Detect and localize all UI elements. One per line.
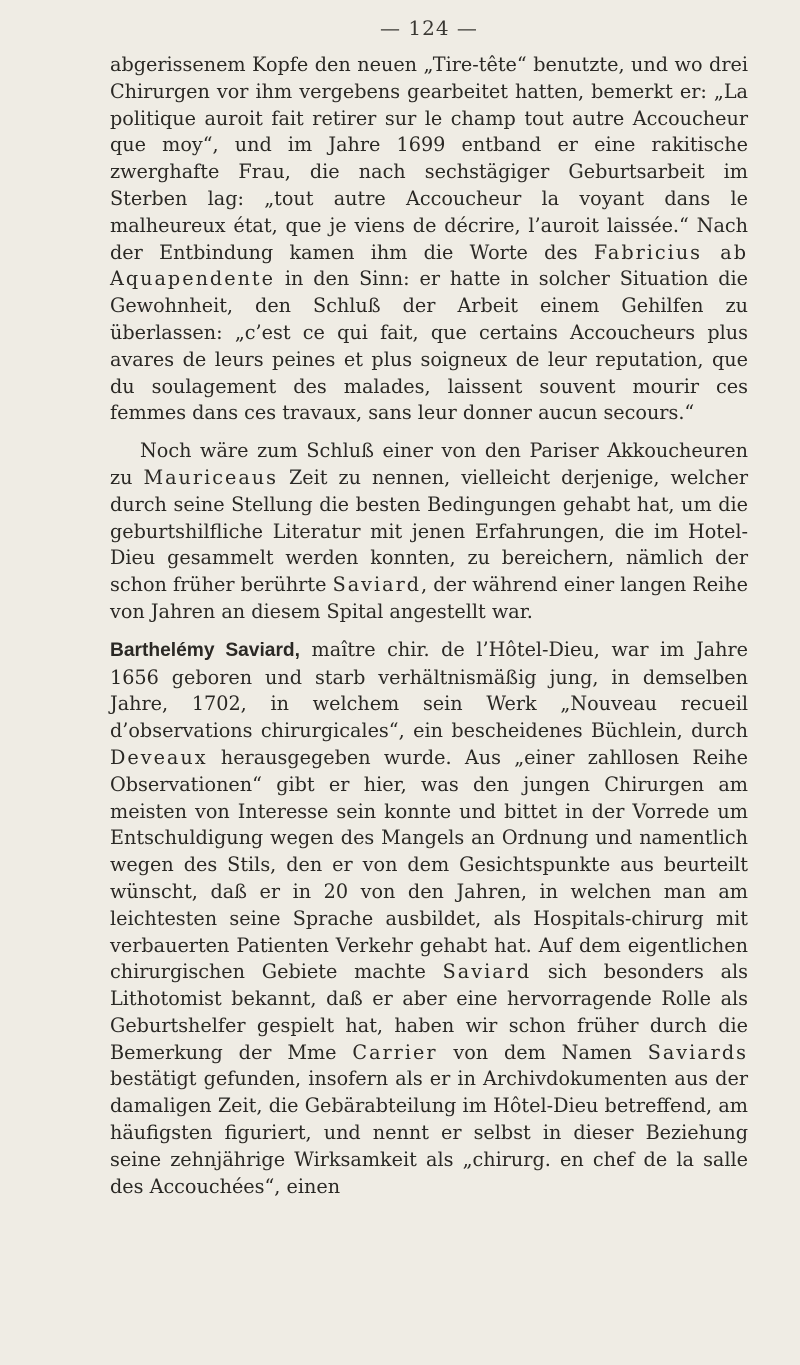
bold-heading-name: Barthelémy Saviard,: [110, 639, 300, 661]
text-span: Zeit zu nennen, vielleicht derjenige, welcher durch seine Stellung die besten Bedingungen gehabt hat, um die geburtshilfliche Literatur mit jenen Erfahrungen, die im Hotel-Dieu gesammelt werden konnten, zu bereichern, nämlich der schon früher berührte: [110, 465, 748, 597]
author-name-spaced: Saviards: [647, 1040, 748, 1064]
author-name-spaced: Mauriceaus: [143, 465, 278, 489]
author-name-spaced: Saviard: [332, 573, 422, 597]
text-span: Noch wäre zum Schluß einer von den Pariser Akkoucheuren zu: [110, 439, 748, 489]
paragraph-3: [110, 637, 748, 1201]
text-span: bestätigt gefunden, insofern als er in Archivdokumenten aus der damaligen Zeit, die Gebärabteilung im Hôtel-Dieu betreffend, am häufigsten figuriert, und nennt er selbst in dieser Beziehung seine zehnjährige Wirksamkeit als „chirurg. en chef de la salle des Accouchées“, einen: [110, 1067, 748, 1198]
text-span: herausgegeben wurde. Aus „einer zahllosen Reihe Observationen“ gibt er hier, was den jungen Chirurgen am meisten von Interesse sein konnte und bittet in der Vorrede um Entschuldigung wegen des Mangels an Ordnung und namentlich wegen des Stils, den er von dem Gesichtspunkte aus beurteilt wünscht, daß er in 20 von den Jahren, in welchen man am leichtesten seine Sprache ausbildet, als Hospitals-chirurg mit verbauerten Patienten Verkehr gehabt hat. Auf dem eigentlichen chirurgischen Gebiete machte: [110, 745, 748, 984]
paragraph-2: [110, 438, 748, 626]
author-name-spaced: Saviard: [442, 960, 532, 984]
text-span: in den Sinn: er hatte in solcher Situation die Gewohnheit, den Schluß der Arbeit einem Gehilfen zu überlassen: „c’est ce qui fait, que certains Accoucheurs plus avares de leurs peines et plus soigneux de leur reputation, que du soulagement des malades, laissent souvent mourir ces femmes dans ces travaux, sans leur donner aucun secours.“: [110, 267, 748, 425]
text-span: abgerissenem Kopfe den neuen „Tire-tête“ benutzte, und wo drei Chirurgen vor ihm vergebens gearbeitet hatten, bemerkt er: „La politique auroit fait retirer sur le champ tout autre Accoucheur que moy“, und im Jahre 1699 entband er eine rakitische zwerghafte Frau, die nach sechstägiger Geburtsarbeit im Sterben lag: „tout autre Accoucheur la voyant dans le malheureux état, que je viens de décrire, l’auroit laissée.“ Nach der Entbindung kamen ihm die Worte des: [110, 53, 748, 264]
author-name-spaced: Deveaux: [110, 745, 208, 769]
text-span: maître chir. de l’Hôtel-Dieu, war im Jahre 1656 geboren und starb verhältnismäßig jung, in demselben Jahre, 1702, in welchem sein Werk „Nouveau recueil d’observations chirurgicales“, ein bescheidenes Büchlein, durch: [110, 637, 748, 743]
author-name-spaced: Carrier: [352, 1040, 438, 1064]
text-span: von dem Namen: [437, 1040, 648, 1064]
page-number: — 124 —: [380, 16, 478, 40]
author-name-spaced: Fabricius ab Aquapendente: [110, 240, 748, 291]
paragraph-1: [110, 52, 748, 427]
text-span: , der während einer langen Reihe von Jahren an diesem Spital angestellt war.: [110, 573, 749, 623]
text-span: sich besonders als Lithotomist bekannt, daß er aber eine hervorragende Rolle als Geburtshelfer gespielt hat, haben wir schon früher durch die Bemerkung der Mme: [110, 960, 748, 1064]
